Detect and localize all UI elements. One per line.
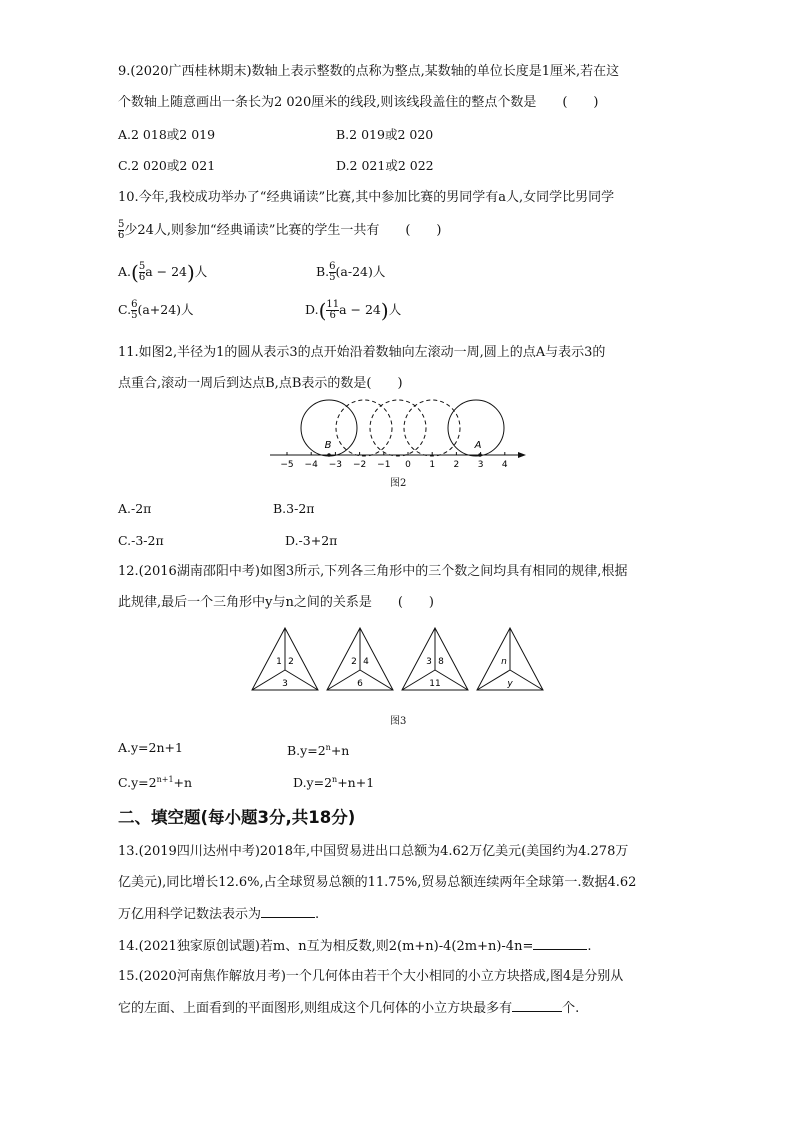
axis-tick-label: 3: [477, 460, 484, 468]
q11-option-c: C.-3-2π: [118, 533, 164, 548]
point-a-label: A: [474, 440, 482, 451]
axis-tick-label: 1: [429, 460, 436, 468]
axis-tick-label: −1: [377, 460, 391, 468]
axis-tick-label: 4: [501, 460, 508, 468]
q12-line2: 此规律,最后一个三角形中y与n之间的关系是 ( ): [118, 595, 434, 610]
axis-tick-label: −3: [328, 460, 343, 468]
point-b-dot: [327, 453, 331, 457]
triangle-left-number: 2: [351, 657, 357, 667]
q10-option-b: B. $\frac{6}{5}$ (a-24)人: [316, 261, 386, 283]
point-b-label: B: [324, 440, 332, 451]
q12-option-c: $C.y=2^{n+1}+n$: [118, 775, 193, 791]
q12-line1: 12.(2016湖南邵阳中考)如图3所示,下列各三角形中的三个数之间均具有相同的规律,根据: [118, 564, 628, 579]
triangle-bottom-number: 11: [429, 679, 441, 689]
triangle-left-number: 3: [426, 657, 432, 667]
triangle-4: [477, 628, 543, 690]
figure-3-caption: 图3: [390, 716, 407, 727]
q9-option-c: C.2 020或2 021: [118, 158, 216, 173]
axis-tick-label: 2: [453, 460, 460, 468]
q10-fraction: $\frac{5}{6}$: [118, 219, 125, 241]
q11-option-d: D.-3+2π: [285, 533, 338, 548]
triangle-2: [327, 628, 393, 690]
triangle-bottom-number: 3: [282, 679, 288, 689]
circle-dashed-3: [404, 400, 460, 456]
q15-line2: 它的左面、上面看到的平面图形,则组成这个几何体的小立方块最多有 个.: [118, 1001, 580, 1016]
q12-option-a: A.y=2n+1: [118, 740, 183, 755]
q10-option-d: D.( $\frac{11}{6}$ a − 24)人: [305, 298, 402, 323]
triangle-right-number: 2: [288, 657, 294, 667]
axis-tick-label: 0: [405, 460, 411, 468]
circle-dashed-2: [370, 400, 426, 456]
q11-line2: 点重合,滚动一周后到达点B,点B表示的数是( ): [118, 376, 403, 391]
point-a-dot: [478, 453, 482, 457]
q11-option-a: A.-2π: [118, 501, 152, 516]
axis-arrow-icon: [518, 452, 526, 458]
q14-answer-blank[interactable]: [533, 937, 587, 950]
q10-option-c: C. $\frac{6}{5}$ (a+24)人: [118, 299, 194, 321]
q11-option-b: B.3-2π: [273, 501, 315, 516]
q12-option-d: $D.y=2^n+n+1$: [293, 775, 375, 791]
q12-option-b: $B.y=2^n+n$: [287, 743, 350, 759]
q9-option-a: A.2 018或2 019: [118, 127, 216, 142]
axis-tick-label: −5: [280, 460, 294, 468]
q13-line3: 万亿用科学记数法表示为 .: [118, 907, 320, 922]
q13-line1: 13.(2019四川达州中考)2018年,中国贸易进出口总额为4.62万亿美元(美国约为4.278万: [118, 844, 629, 859]
q13-answer-blank[interactable]: [261, 905, 315, 918]
q10-option-a: A.( $\frac{5}{6}$ a − 24)人: [118, 260, 208, 285]
triangle-bottom-number: 6: [357, 679, 363, 689]
triangle-3: [402, 628, 468, 690]
circle-dashed-1: [336, 400, 392, 456]
section-2-title: 二、填空题(每小题3分,共18分): [118, 808, 356, 827]
q11-line1: 11.如图2,半径为1的圆从表示3的点开始沿着数轴向左滚动一周,圆上的点A与表示3的: [118, 345, 606, 360]
q9-option-d: D.2 021或2 022: [336, 158, 434, 173]
triangle-bottom-number: y: [507, 679, 513, 689]
triangle-1: [252, 628, 318, 690]
figure-3-triangles: [248, 624, 548, 696]
figure-2-caption: 图2: [390, 478, 407, 489]
q10-line2: $\frac{5}{6}$ 少24人,则参加“经典诵读”比赛的学生一共有 ( ): [118, 219, 442, 241]
triangle-right-number: 4: [363, 657, 369, 667]
q10-line1: 10.今年,我校成功举办了“经典诵读”比赛,其中参加比赛的男同学有a人,女同学比男同学: [118, 190, 615, 205]
q9-line1: 9.(2020广西桂林期末)数轴上表示整数的点称为整点,某数轴的单位长度是1厘米,若在这: [118, 64, 620, 79]
q9-line2: 个数轴上随意画出一条长为2 020厘米的线段,则该线段盖住的整点个数是 ( ): [118, 95, 599, 110]
axis-tick-label: −4: [304, 460, 318, 468]
q13-line2: 亿美元),同比增长12.6%,占全球贸易总额的11.75%,贸易总额连续两年全球第一.数据4.62: [118, 875, 637, 890]
triangle-right-number: 8: [438, 657, 444, 667]
q15-answer-blank[interactable]: [512, 999, 562, 1012]
triangle-left-number: 1: [276, 657, 282, 667]
triangle-left-number: n: [501, 657, 507, 667]
axis-ticks: [280, 452, 508, 468]
q14-line: 14.(2021独家原创试题)若m、n互为相反数,则2(m+n)-4(2m+n)-4n= .: [118, 939, 592, 954]
q15-line1: 15.(2020河南焦作解放月考)一个几何体由若干个大小相同的小立方块搭成,图4是分别从: [118, 969, 624, 984]
figure-2-number-line: [268, 396, 530, 468]
axis-tick-label: −2: [352, 460, 367, 468]
q9-option-b: B.2 019或2 020: [336, 127, 434, 142]
